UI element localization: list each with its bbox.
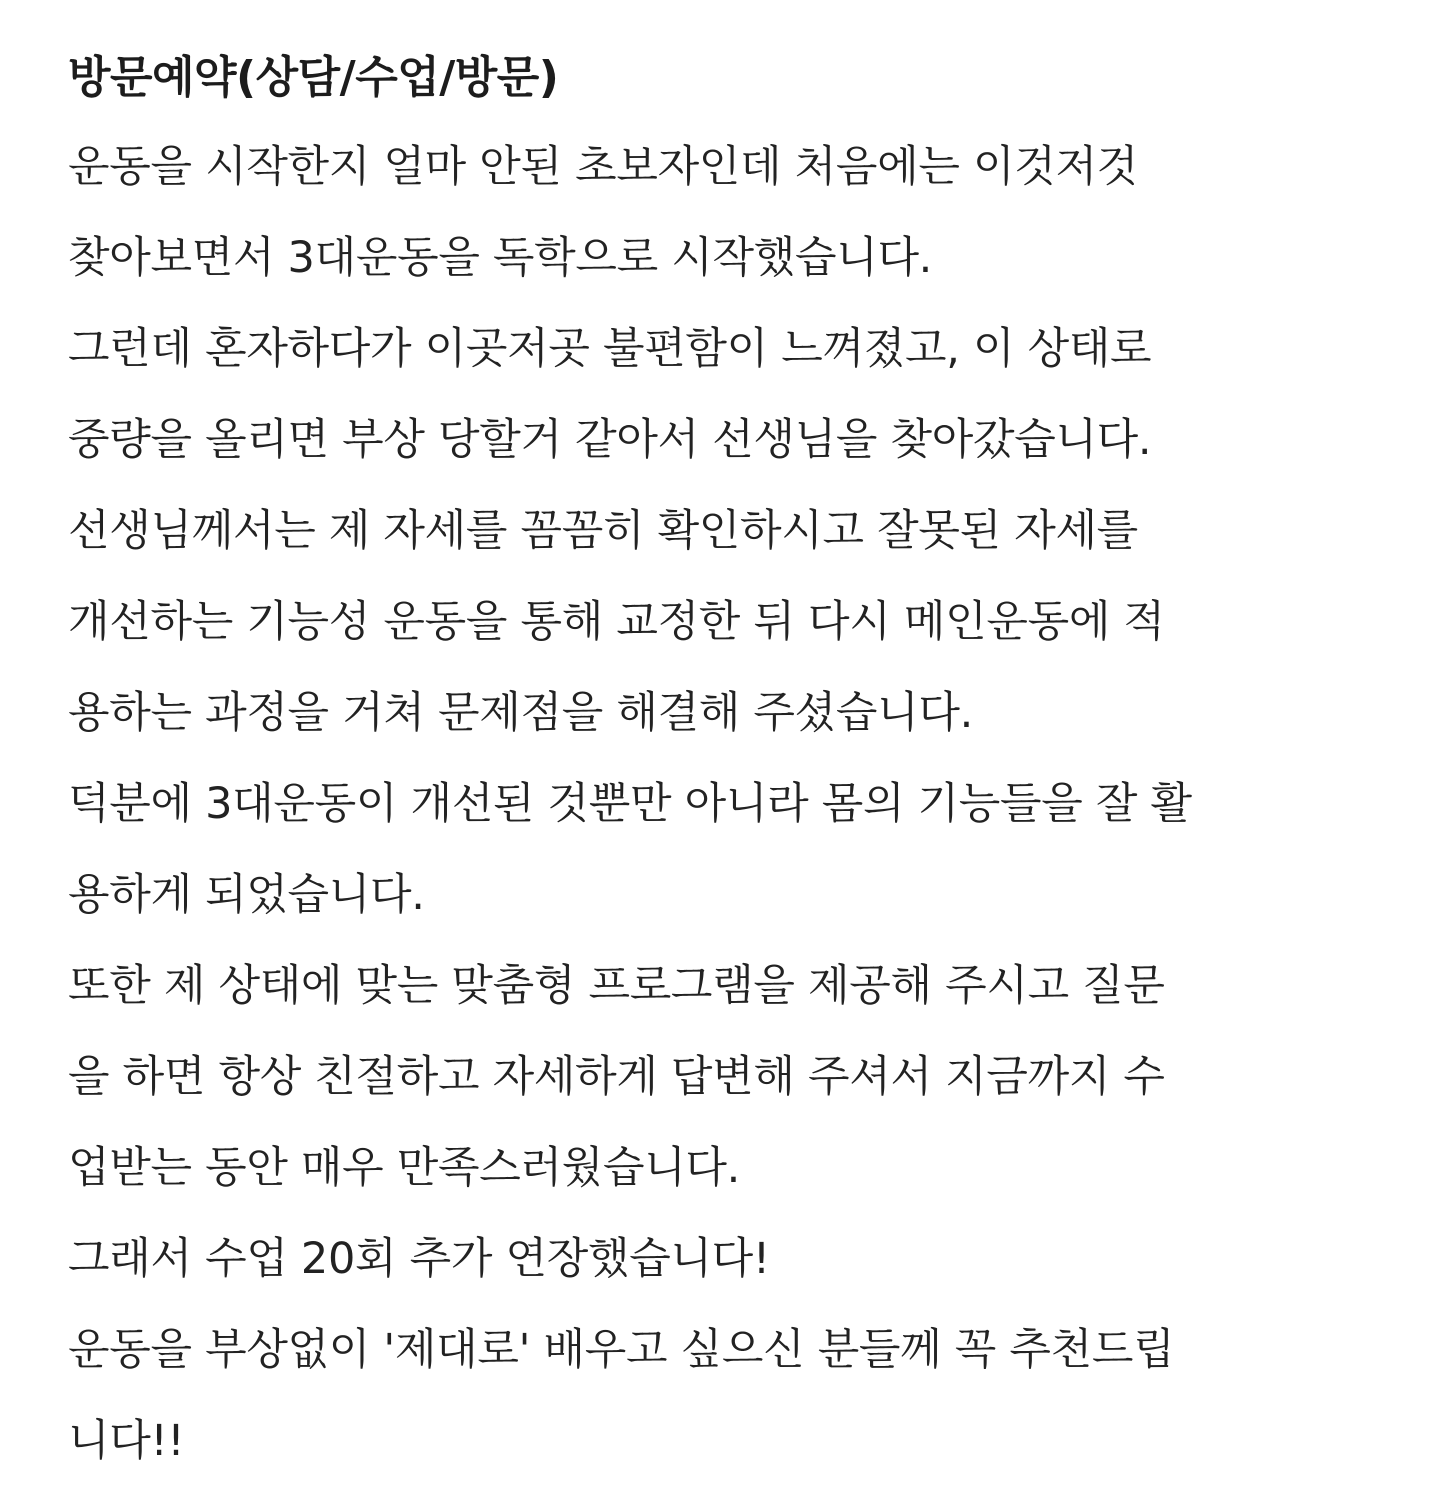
review-title: 방문예약(상담/수업/방문) [68, 52, 559, 103]
review-line: 니다!! [68, 1416, 185, 1466]
review-line: 덕분에 3대운동이 개선된 것뿐만 아니라 몸의 기능들을 잘 활 [68, 779, 1192, 829]
review-line: 을 하면 항상 친절하고 자세하게 답변해 주셔서 지금까지 수 [68, 1052, 1165, 1102]
review-body [68, 122, 1388, 1487]
review-line: 그런데 혼자하다가 이곳저곳 불편함이 느껴졌고, 이 상태로 [68, 324, 1152, 374]
review-line: 선생님께서는 제 자세를 꼼꼼히 확인하시고 잘못된 자세를 [68, 506, 1138, 556]
review-line: 찾아보면서 3대운동을 독학으로 시작했습니다. [68, 233, 933, 283]
review-line: 운동을 시작한지 얼마 안된 초보자인데 처음에는 이것저것 [68, 142, 1138, 192]
review-line: 또한 제 상태에 맞는 맞춤형 프로그램을 제공해 주시고 질문 [68, 961, 1165, 1011]
review-post [68, 40, 1388, 1487]
review-line: 중량을 올리면 부상 당할거 같아서 선생님을 찾아갔습니다. [68, 415, 1152, 465]
review-line: 그래서 수업 20회 추가 연장했습니다! [68, 1234, 770, 1284]
review-line: 개선하는 기능성 운동을 통해 교정한 뒤 다시 메인운동에 적 [68, 597, 1165, 647]
review-line: 운동을 부상없이 '제대로' 배우고 싶으신 분들께 꼭 추천드립 [68, 1325, 1175, 1375]
review-line: 업받는 동안 매우 만족스러웠습니다. [68, 1143, 741, 1193]
review-line: 용하게 되었습니다. [68, 870, 425, 920]
review-line: 용하는 과정을 거쳐 문제점을 해결해 주셨습니다. [68, 688, 973, 738]
